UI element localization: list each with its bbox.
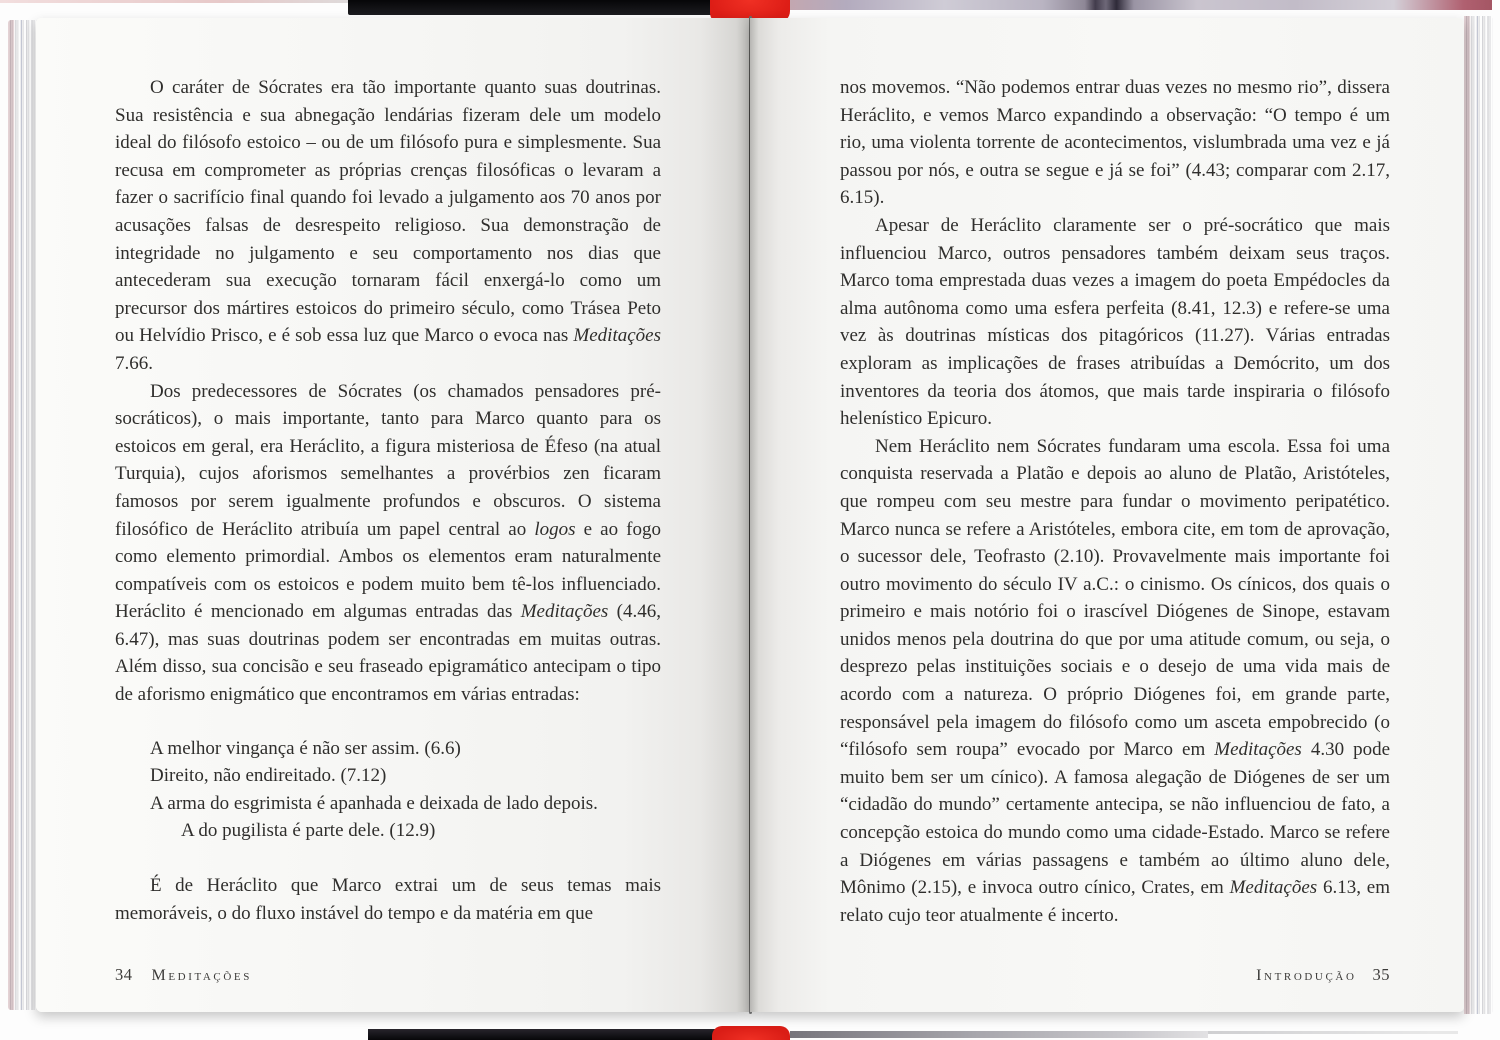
paragraph: O caráter de Sócrates era tão importante quanto suas doutrinas. Sua resistência e sua abnegação lendárias fizeram dele um modelo ideal do filósofo estoico – ou de um filósofo pura e simplesmente. Sua recusa em comprometer as próprias crenças filosóficas o levaram a fazer o sacrifício final quando foi levado a julgamento aos 70 anos por acusações falsas de desrespeito religioso. Sua demonstração de integridade no julgamento e seu comportamento nos dias que antecederam sua execução tornaram fácil enxergá-lo como um precursor dos mártires estoicos do primeiro século, como Trásea Peto ou Helvídio Prisco, e é sob essa luz que Marco o evoca nas Meditações 7.66. bbox=[115, 77, 661, 374]
quote-line: A melhor vingança é não ser assim. (6.6) bbox=[150, 737, 461, 759]
left-page-footer bbox=[115, 965, 252, 985]
running-title-left: Meditações bbox=[151, 967, 252, 984]
table-edge-highlight bbox=[0, 0, 370, 3]
running-title-right: Introdução bbox=[1256, 967, 1357, 984]
page-block-top-edge bbox=[790, 0, 1492, 10]
page-stack-left-edge bbox=[8, 20, 37, 1010]
right-page-text bbox=[840, 74, 1390, 929]
page-stack-right-edge bbox=[1464, 16, 1493, 1014]
quote-line: Direito, não endireitado. (7.12) bbox=[150, 765, 387, 787]
paragraph: Dos predecessores de Sócrates (os chamados pensadores pré-socráticos), o mais importante, tanto para Marco quanto para os estoicos em geral, era Heráclito, a figura misteriosa de Éfeso (na atual Turquia), cujos aforismos semelhantes a provérbios zen ficaram famosos por serem igualmente profundos e obscuros. O sistema filosófico de Heráclito atribuía um papel central ao logos e ao fogo como elemento primordial. Ambos os elementos eram naturalmente compatíveis com os estoicos e podem muito bem tê-los influenciado. Heráclito é mencionado em algumas entradas das Meditações (4.46, 6.47), mas suas doutrinas podem ser encontradas em muitas outras. Além disso, sua concisão e seu fraseado epigramático antecipam o tipo de aforismo enigmático que encontramos em várias entradas: bbox=[115, 380, 661, 706]
page-block-bottom-edge bbox=[790, 1031, 1208, 1038]
block-quote bbox=[150, 735, 661, 845]
left-page-text bbox=[115, 74, 661, 927]
page-number-right: 35 bbox=[1372, 965, 1390, 984]
cover-black-edge-top bbox=[348, 0, 714, 15]
page-number-left: 34 bbox=[115, 965, 133, 984]
page-right bbox=[750, 18, 1464, 1012]
quote-line: A arma do esgrimista é apanhada e deixada de lado depois. bbox=[150, 792, 598, 814]
page-left bbox=[36, 18, 750, 1012]
paragraph: Apesar de Heráclito claramente ser o pré-socrático que mais influenciou Marco, outros pensadores também deixam seus traços. Marco toma emprestada duas vezes a imagem do poeta Empédocles da alma autônoma como uma esfera perfeita (8.41, 12.3) e refere-se uma vez às doutrinas místicas dos pitagóricos (11.27). Várias entradas exploram as implicações de frases atribuídas a Demócrito, um dos inventores da teoria dos átomos, que mais tarde inspiraria o filósofo helenístico Epicuro. bbox=[840, 214, 1390, 430]
paragraph: É de Heráclito que Marco extrai um de seus temas mais memoráveis, o do fluxo instável do tempo e da matéria em que bbox=[115, 875, 661, 924]
right-page-footer bbox=[1256, 965, 1390, 985]
page-block-bottom-edge-faint bbox=[1208, 1031, 1458, 1034]
cover-red-spine-bottom bbox=[712, 1026, 790, 1040]
cover-black-edge-bottom bbox=[368, 1029, 716, 1040]
quote-line: A do pugilista é parte dele. (12.9) bbox=[181, 820, 436, 842]
paragraph: Nem Heráclito nem Sócrates fundaram uma escola. Essa foi uma conquista reservada a Platão e depois ao aluno de Platão, Aristóteles, que rompeu com seu mestre para fundar o movimento peripatético. Marco nunca se refere a Aristóteles, embora cite, em tom de aprovação, o sucessor dele, Teofrasto (2.10). Provavelmente mais importante foi outro movimento do século IV a.C.: o cinismo. Os cínicos, dos quais o primeiro e mais notório foi o irascível Diógenes de Sinope, estavam unidos menos pela doutrina do que por uma atitude comum, ou seja, o desprezo pelas instituições sociais e o desejo de uma vida mais de acordo com a natureza. O próprio Diógenes foi, em grande parte, responsável pela imagem do filósofo como um asceta empobrecido (o “filósofo sem roupa” evocado por Marco em Meditações 4.30 pode muito bem ser um cínico). A famosa alegação de Diógenes de ser um “cidadão do mundo” certamente antecipa, se não influenciou de fato, a concepção estoica do mundo como uma cidade-Estado. Marco se refere a Diógenes em várias passagens e também ao último aluno dele, Mônimo (2.15), e invoca outro cínico, Crates, em Meditações 6.13, em relato cujo teor atualmente é incerto. bbox=[840, 435, 1391, 926]
paragraph: nos movemos. “Não podemos entrar duas vezes no mesmo rio”, dissera Heráclito, e vemos Marco expandindo a observação: “O tempo é um rio, uma violenta torrente de acontecimentos, vislumbrada uma vez e já passou por nós, e outra se segue e já se foi” (4.43; comparar com 2.17, 6.15). bbox=[840, 77, 1390, 209]
